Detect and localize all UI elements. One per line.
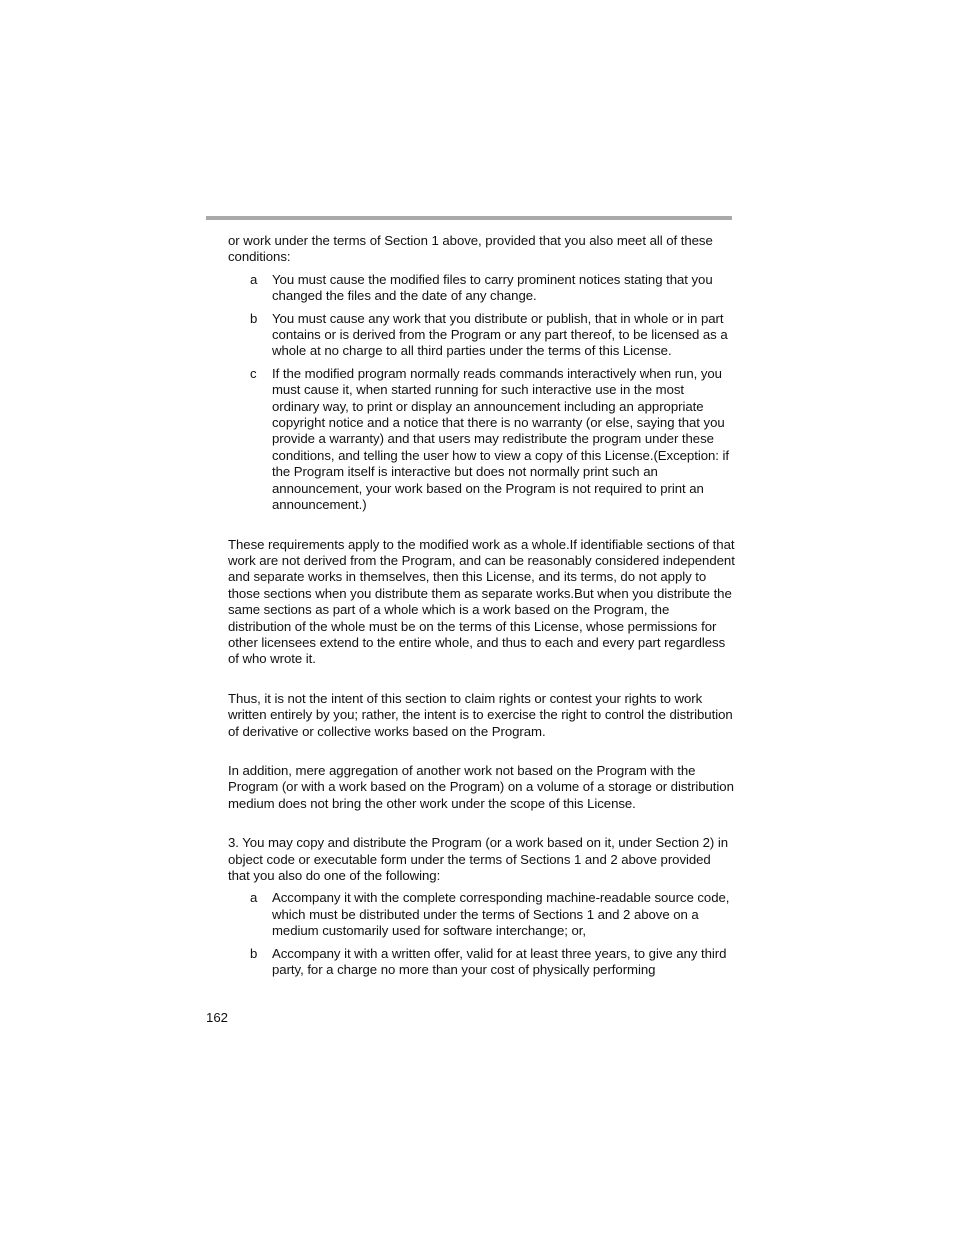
list-marker: b: [250, 310, 258, 326]
list-item-text: If the modified program normally reads commands interactively when run, you must cause it, when started running for such interactive use in the most ordinary way, to print or display an announcement including an appropriate copyright notice and a notice that there is no warranty (or else, saying that you provide a warranty) and that users may redistribute the program under these conditions, and telling the user how to view a copy of this License.(Exception: if the Program itself is interactive but does not normally print such an announcement, your work based on the Program is not required to print an announcement.): [272, 365, 729, 513]
list-item-text: You must cause the modified files to carry prominent notices stating that you changed the files and the date of any change.: [272, 271, 713, 304]
page-body: [228, 233, 736, 978]
list-item: [228, 946, 736, 979]
list-item: [228, 366, 736, 514]
header-rule: [206, 216, 732, 220]
body-paragraph: In addition, mere aggregation of another work not based on the Program with the Program (or with a work based on the Program) on a volume of a storage or distribution medium does not bring the other work under the scope of this License.: [228, 762, 734, 811]
list-item: [228, 890, 736, 939]
intro-paragraph: or work under the terms of Section 1 above, provided that you also meet all of these conditions:: [228, 233, 713, 265]
conditions-list: [228, 272, 736, 514]
list-item: [228, 311, 736, 360]
list-item-text: Accompany it with the complete corresponding machine-readable source code, which must be distributed under the terms of Sections 1 and 2 above on a medium customarily used for software interchange; or,: [272, 890, 730, 939]
list-marker: a: [250, 890, 258, 906]
options-list: [228, 890, 736, 978]
body-paragraph: These requirements apply to the modified work as a whole.If identifiable sections of that work are not derived from the Program, and can be reasonably considered independent and separate works in themselves, then this License, and its terms, do not apply to those sections when you distribute them as separate works.But when you distribute the same sections as part of a whole which is a work based on the Program, the distribution of the whole must be on the terms of this License, whose permissions for other licensees extend to the entire whole, and thus to each and every part regardless of who wrote it.: [228, 536, 735, 667]
page-number: 162: [206, 1010, 229, 1025]
list-item-text: You must cause any work that you distribute or publish, that in whole or in part contains or is derived from the Program or any part thereof, to be licensed as a whole at no charge to all third parties under the terms of this License.: [272, 310, 728, 359]
body-paragraph: Thus, it is not the intent of this section to claim rights or contest your rights to work written entirely by you; rather, the intent is to exercise the right to control the distribution of derivative or collective works based on the Program.: [228, 690, 733, 739]
list-marker: a: [250, 271, 258, 287]
list-item: [228, 272, 736, 305]
list-marker: c: [250, 365, 257, 381]
list-item-text: Accompany it with a written offer, valid for at least three years, to give any third party, for a charge no more than your cost of physically performing: [272, 945, 727, 978]
list-marker: b: [250, 945, 258, 961]
section-3-paragraph: 3. You may copy and distribute the Program (or a work based on it, under Section 2) in object code or executable form under the terms of Sections 1 and 2 above provided that you also do one of the following:: [228, 835, 729, 883]
